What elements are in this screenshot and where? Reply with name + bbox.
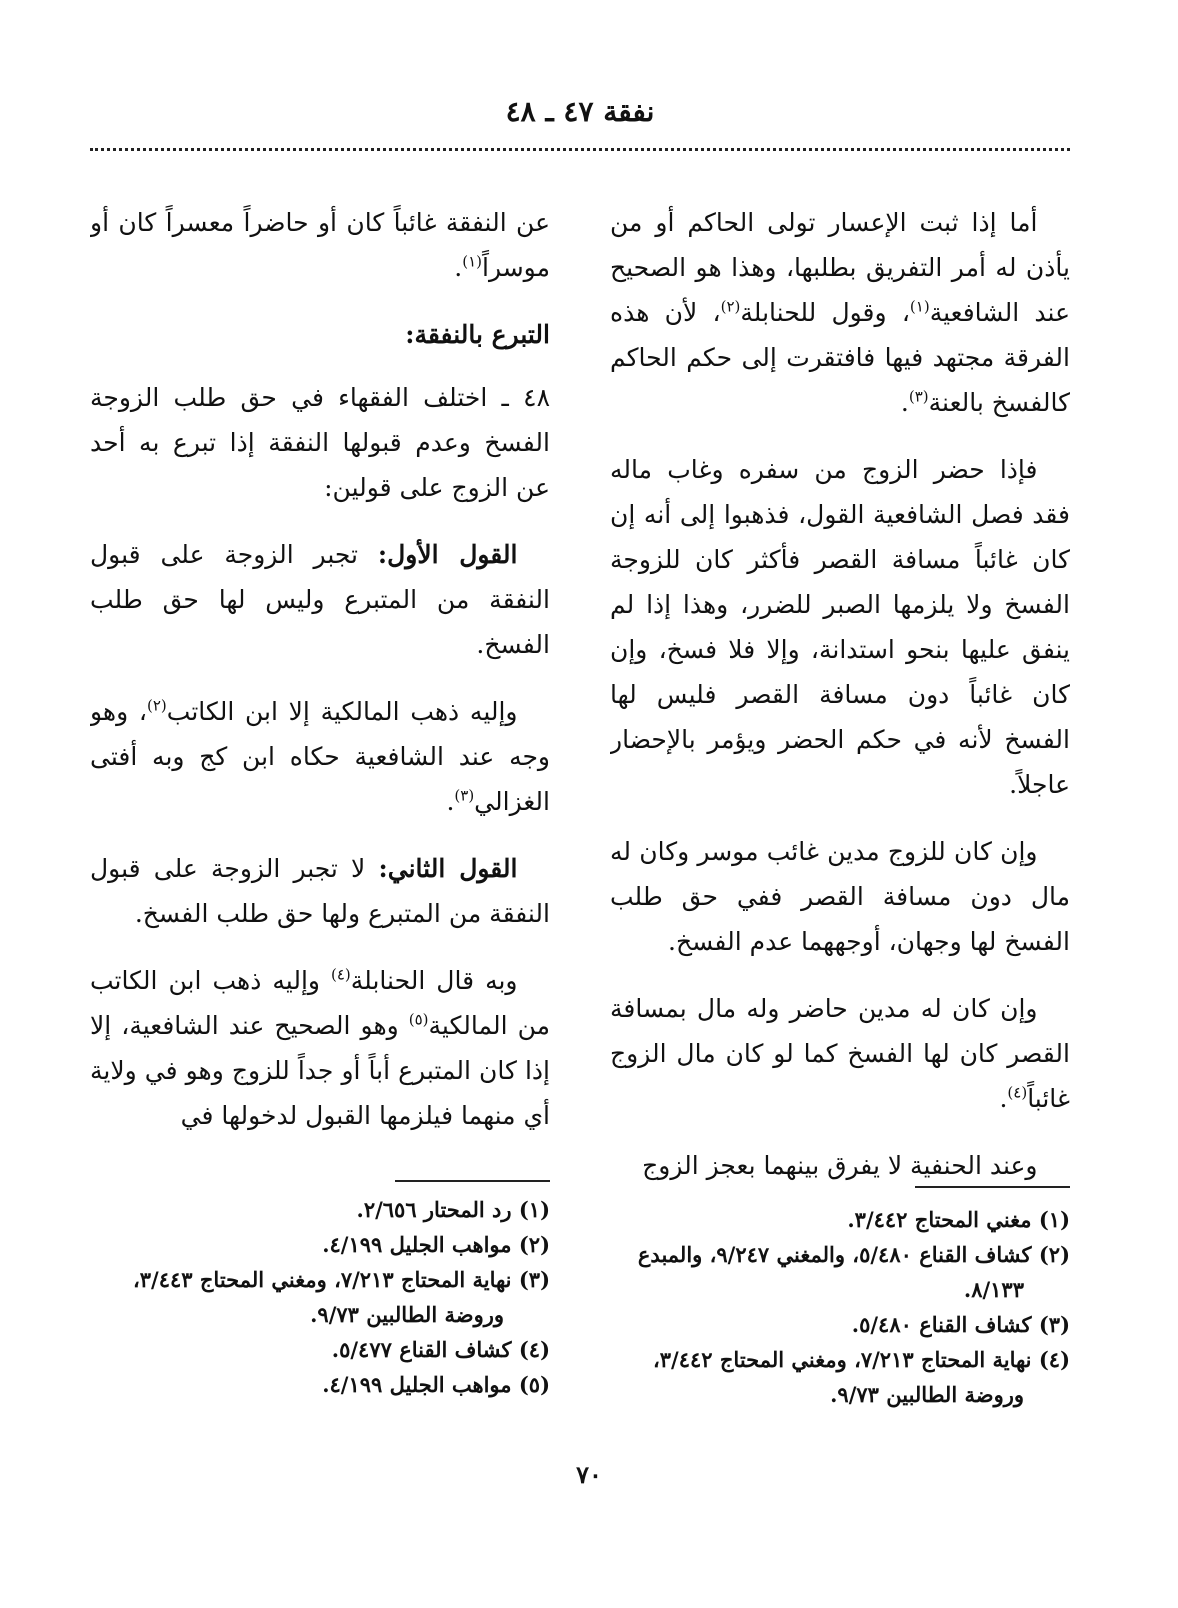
footnote-rule <box>395 1180 550 1182</box>
first-opinion: القول الأول: تجبر الزوجة على قبول النفقة من المتبرع وليس لها حق طلب الفسخ. <box>90 540 550 659</box>
footnote-ref: (٥) <box>408 1010 429 1029</box>
paragraph-3: وإن كان للزوج مدين غائب موسر وكان له مال دون مسافة القصر ففي حق طلب الفسخ لها وجهان، أوجههما عدم الفسخ. <box>610 837 1070 956</box>
right-column <box>610 200 1070 1210</box>
footnote: (٢) كشاف القناع ٥/٤٨٠، والمغني ٩/٢٤٧، والمبدع ٨/١٣٣. <box>637 1242 1070 1302</box>
footnote-ref: (٣) <box>908 387 929 406</box>
paragraph-continued: عن النفقة غائباً كان أو حاضراً معسراً كان أو موسراً$^{(١)}$. <box>90 208 550 282</box>
footnote-ref: (٢) <box>720 297 741 316</box>
footnote: (١) مغني المحتاج ٣/٤٤٢. <box>847 1207 1070 1232</box>
left-column <box>90 200 550 1160</box>
page-number: ٧٠ <box>576 1460 602 1489</box>
paragraph-malikiyya: وإليه ذهب المالكية إلا ابن الكاتب$^{(٢)}$، وهو وجه عند الشافعية حكاه ابن كج وبه أفتى الغزالي$^{(٣)}$. <box>90 696 550 816</box>
section-heading: التبرع بالنفقة: <box>405 320 550 349</box>
right-footnotes <box>610 1202 1070 1412</box>
second-opinion: القول الثاني: لا تجبر الزوجة على قبول النفقة من المتبرع ولها حق طلب الفسخ. <box>90 854 550 928</box>
paragraph-48: ٤٨ ـ اختلف الفقهاء في حق طلب الزوجة الفسخ وعدم قبولها النفقة إذا تبرع به أحد عن الزوج على قولين: <box>90 383 550 502</box>
footnote-ref: (٢) <box>146 696 167 715</box>
footnote: (١) رد المحتار ٢/٦٥٦. <box>356 1197 550 1222</box>
footnote: (٤) كشاف القناع ٥/٤٧٧. <box>331 1337 550 1362</box>
footnote: (٢) مواهب الجليل ٤/١٩٩. <box>322 1232 550 1257</box>
dotted-divider <box>90 148 1070 151</box>
paragraph-hanabila: وبه قال الحنابلة$^{(٤)}$ وإليه ذهب ابن الكاتب من المالكية$^{(٥)}$ وهو الصحيح عند الشافعية، إلا إذا كان المتبرع أباً أو جداً للزوج وهو في ولاية أي منهما فيلزمها القبول لدخولها في <box>90 965 550 1130</box>
paragraph-1: أما إذا ثبت الإعسار تولى الحاكم أو من يأذن له أمر التفريق بطلبها، وهذا هو الصحيح عند الشافعية$^{(١)}$، وقول للحنابلة$^{(٢)}$، لأن هذه الفرقة مجتهد فيها فافتقرت إلى حكم الحاكم كالفسخ بالعنة$^{(٣)}$. <box>610 208 1070 417</box>
paragraph-4: وإن كان له مدين حاضر وله مال بمسافة القصر كان لها الفسخ كما لو كان مال الزوج غائباً$^{(٤)}$. <box>610 994 1070 1113</box>
left-footnotes <box>90 1192 550 1402</box>
footnote: (٣) كشاف القناع ٥/٤٨٠. <box>851 1312 1070 1337</box>
footnote-ref: (٤) <box>331 965 351 984</box>
footnote: (٥) مواهب الجليل ٤/١٩٩. <box>322 1372 550 1397</box>
footnote-rule <box>915 1186 1070 1188</box>
footnote-ref: (١) <box>462 252 482 271</box>
footnote-ref: (١) <box>909 297 930 316</box>
footnote: (٣) نهاية المحتاج ٧/٢١٣، ومغني المحتاج ٣/٤٤٣، وروضة الطالبين ٩/٧٣. <box>132 1267 550 1327</box>
footnote-ref: (٤) <box>1007 1083 1028 1102</box>
footnote-ref: (٣) <box>454 786 475 805</box>
paragraph-2: فإذا حضر الزوج من سفره وغاب ماله فقد فصل الشافعية القول، فذهبوا إلى أنه إن كان غائباً مسافة القصر فأكثر كان للزوجة الفسخ ولا يلزمها الصبر للضرر، وهذا إذا لم ينفق عليها بنحو استدانة، وإلا فلا فسخ، وإن كان غائباً دون مسافة القصر فليس لها الفسخ لأنه في حكم الحضر ويؤمر بالإحضار عاجلاً. <box>610 455 1070 799</box>
footnote: (٤) نهاية المحتاج ٧/٢١٣، ومغني المحتاج ٣/٤٤٢، وروضة الطالبين ٩/٧٣. <box>652 1347 1070 1407</box>
paragraph-5: وعند الحنفية لا يفرق بينهما بعجز الزوج <box>642 1151 1038 1180</box>
running-header: نفقة ٤٧ ـ ٤٨ <box>505 95 655 128</box>
